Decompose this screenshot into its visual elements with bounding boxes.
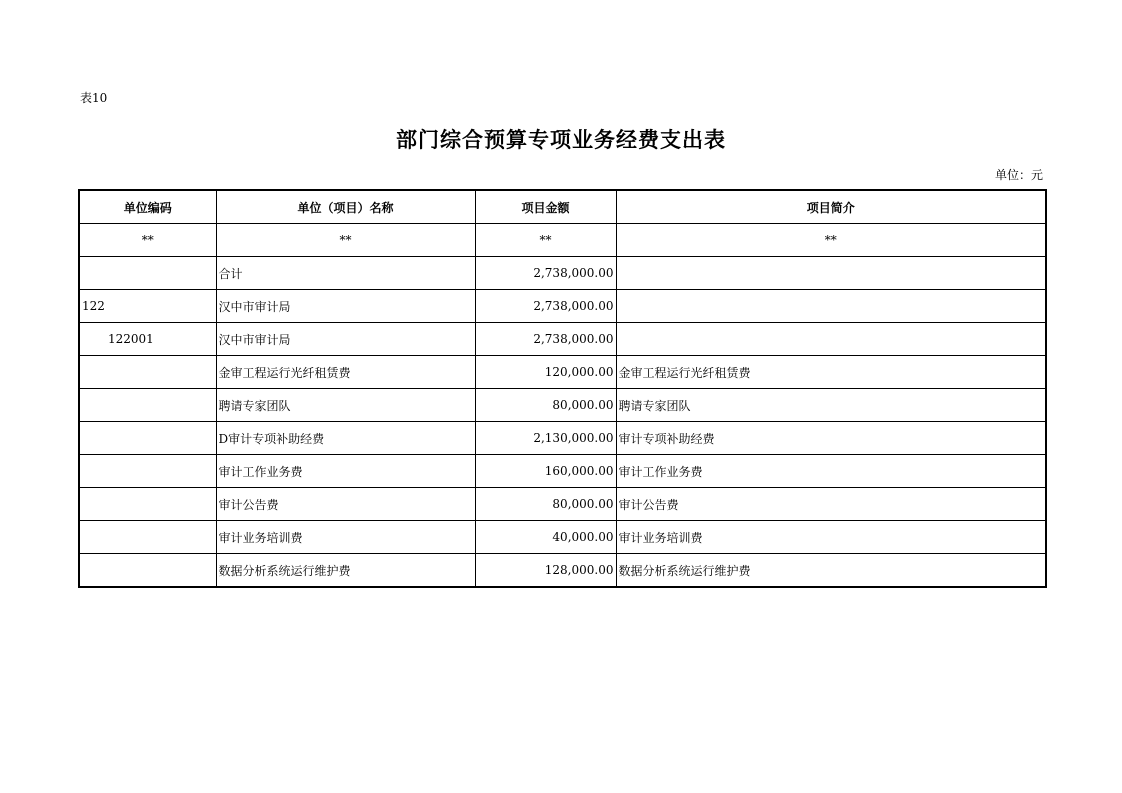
cell-amount: 80,000.00	[475, 488, 616, 521]
table-row	[79, 422, 1046, 455]
cell-name: 审计工作业务费	[216, 455, 475, 488]
header-amount: 项目金额	[475, 190, 616, 224]
cell-desc: 审计工作业务费	[616, 455, 1046, 488]
cell-desc	[616, 323, 1046, 356]
cell-desc: 金审工程运行光纤租赁费	[616, 356, 1046, 389]
marker-cell: **	[79, 224, 216, 257]
cell-name: 数据分析系统运行维护费	[216, 554, 475, 588]
cell-amount: 2,130,000.00	[475, 422, 616, 455]
table-row	[79, 554, 1046, 588]
cell-name: 汉中市审计局	[216, 290, 475, 323]
cell-code	[79, 389, 216, 422]
cell-code: 122	[79, 290, 216, 323]
table-row	[79, 455, 1046, 488]
cell-desc: 审计专项补助经费	[616, 422, 1046, 455]
header-description: 项目简介	[616, 190, 1046, 224]
table-row	[79, 488, 1046, 521]
cell-desc	[616, 290, 1046, 323]
cell-name: 聘请专家团队	[216, 389, 475, 422]
marker-cell: **	[616, 224, 1046, 257]
cell-amount: 160,000.00	[475, 455, 616, 488]
table-number-label: 表10	[80, 91, 108, 105]
cell-name: 汉中市审计局	[216, 323, 475, 356]
cell-amount: 2,738,000.00	[475, 290, 616, 323]
cell-code: 122001	[79, 323, 216, 356]
cell-amount: 2,738,000.00	[475, 323, 616, 356]
header-unit-code: 单位编码	[79, 190, 216, 224]
cell-name: 审计公告费	[216, 488, 475, 521]
header-unit-name: 单位（项目）名称	[216, 190, 475, 224]
cell-code	[79, 455, 216, 488]
cell-desc: 聘请专家团队	[616, 389, 1046, 422]
table-row	[79, 389, 1046, 422]
cell-name: 金审工程运行光纤租赁费	[216, 356, 475, 389]
page-title: 部门综合预算专项业务经费支出表	[396, 128, 726, 152]
cell-code	[79, 422, 216, 455]
cell-amount: 120,000.00	[475, 356, 616, 389]
cell-code	[79, 257, 216, 290]
cell-desc: 审计业务培训费	[616, 521, 1046, 554]
table-header-row	[79, 190, 1046, 224]
cell-amount: 128,000.00	[475, 554, 616, 588]
cell-desc	[616, 257, 1046, 290]
table-row	[79, 290, 1046, 323]
budget-table	[78, 189, 1047, 588]
unit-note: 单位：元	[994, 168, 1043, 182]
cell-desc: 数据分析系统运行维护费	[616, 554, 1046, 588]
cell-name: 审计业务培训费	[216, 521, 475, 554]
cell-code	[79, 521, 216, 554]
cell-code	[79, 488, 216, 521]
cell-amount: 80,000.00	[475, 389, 616, 422]
cell-desc: 审计公告费	[616, 488, 1046, 521]
table-row-total	[79, 257, 1046, 290]
cell-amount: 40,000.00	[475, 521, 616, 554]
cell-name: 合计	[216, 257, 475, 290]
marker-cell: **	[475, 224, 616, 257]
table-row	[79, 356, 1046, 389]
table-row	[79, 521, 1046, 554]
cell-amount: 2,738,000.00	[475, 257, 616, 290]
cell-code	[79, 356, 216, 389]
cell-code	[79, 554, 216, 588]
table-row	[79, 323, 1046, 356]
marker-row	[79, 224, 1046, 257]
marker-cell: **	[216, 224, 475, 257]
cell-name: D审计专项补助经费	[216, 422, 475, 455]
